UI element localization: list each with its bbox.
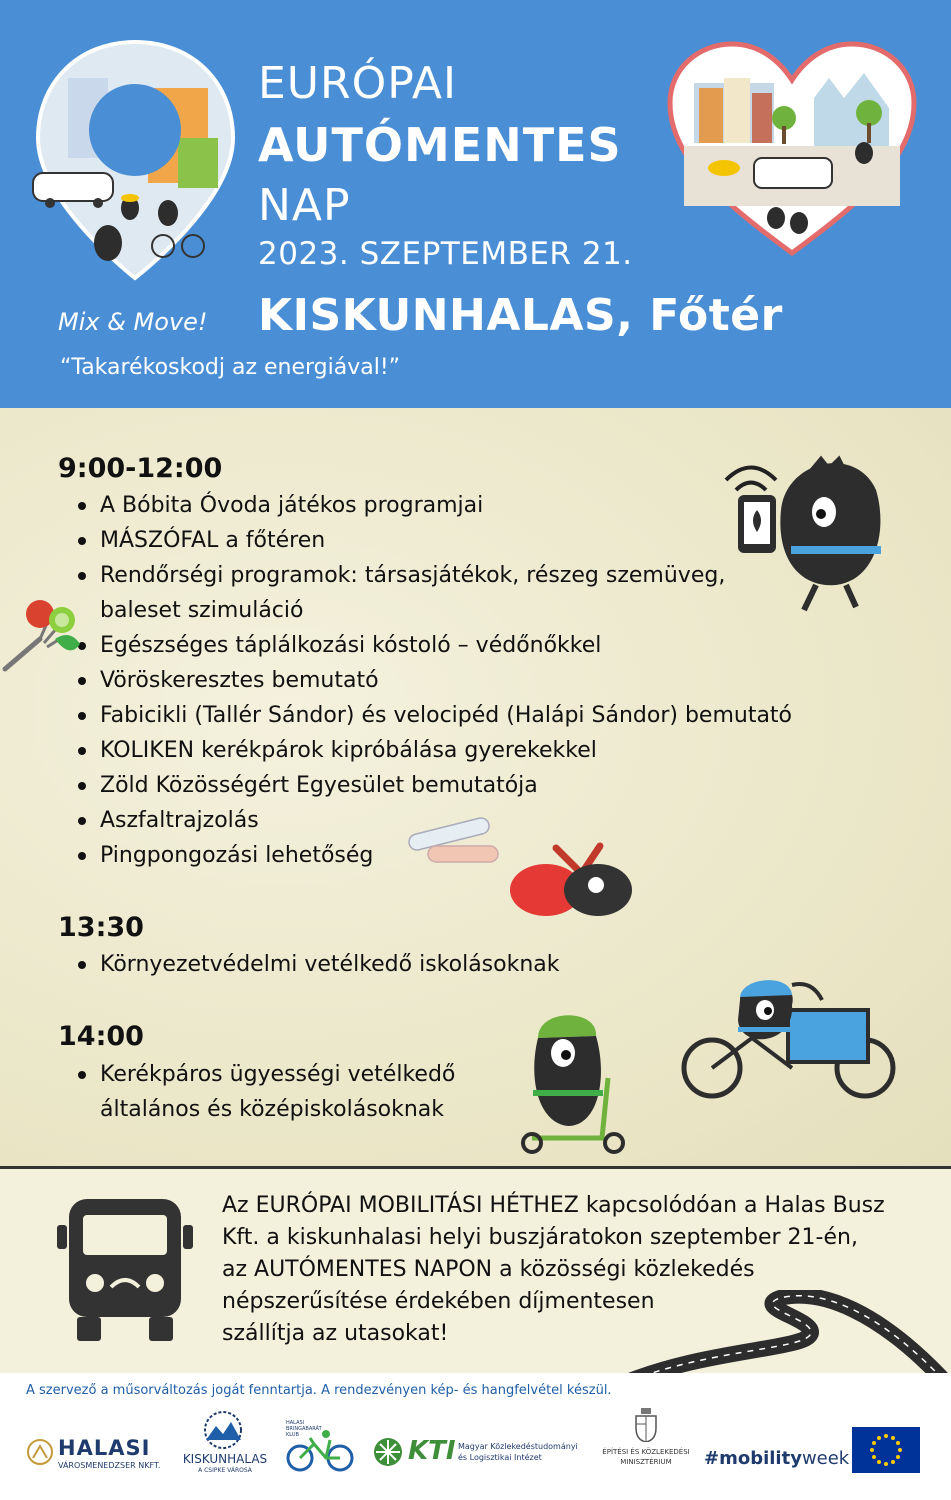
bus-notice-line: Kft. a kiskunhalasi helyi buszjáratokon szeptember 21-én, bbox=[222, 1225, 858, 1250]
list-item: Kerékpáros ügyességi vetélkedő bbox=[78, 1057, 455, 1092]
list-item: KOLIKEN kerékpárok kipróbálása gyerekekkel bbox=[78, 733, 597, 768]
kti-emblem-icon bbox=[372, 1436, 404, 1468]
list-item-continuation: baleset szimuláció bbox=[100, 598, 304, 623]
list-item: Rendőrségi programok: társasjátékok, részeg szemüveg, bbox=[78, 558, 725, 593]
bike-club-logo bbox=[286, 1420, 356, 1475]
kti-logo-subtext-2: és Logisztikai Intézet bbox=[458, 1453, 542, 1462]
ministry-logo bbox=[596, 1408, 696, 1478]
bus-notice-line: az AUTÓMENTES NAPON a közösségi közlekedés bbox=[222, 1257, 755, 1282]
list-item-continuation: általános és középiskolásoknak bbox=[100, 1097, 445, 1122]
mobility-week-suffix: week bbox=[801, 1448, 850, 1469]
list-item: MÁSZÓFAL a főtéren bbox=[78, 523, 325, 558]
kiskunhalas-logo-subtext: A CSIPKE VÁROSA bbox=[198, 1467, 252, 1474]
cargo-bike-character-illustration bbox=[680, 975, 898, 1100]
halasi-logo bbox=[26, 1434, 166, 1476]
list-item: Zöld Közösségért Egyesület bemutatója bbox=[78, 768, 538, 803]
ping-pong-paddles-icon bbox=[508, 838, 634, 920]
kti-logo-subtext-1: Magyar Közlekedéstudományi bbox=[458, 1442, 578, 1451]
ministry-logo-text-2: MINISZTÉRIUM bbox=[620, 1458, 672, 1466]
scooter-character-illustration bbox=[518, 1008, 630, 1158]
title-line-3: NAP bbox=[258, 180, 351, 231]
kti-logo bbox=[372, 1434, 578, 1474]
kti-logo-text: KTI bbox=[408, 1436, 456, 1466]
heart-town-illustration bbox=[664, 38, 920, 258]
time-heading-3: 14:00 bbox=[58, 1021, 144, 1052]
halasi-logo-subtext: VÁROSMENEDZSER NKFT. bbox=[58, 1461, 161, 1470]
kiskunhalas-emblem-icon bbox=[198, 1410, 248, 1450]
list-item: A Bóbita Óvoda játékos programjai bbox=[78, 488, 483, 523]
kiskunhalas-logo bbox=[180, 1410, 270, 1490]
ministry-logo-text-1: ÉPÍTÉSI ÉS KÖZLEKEDÉSI bbox=[602, 1448, 690, 1456]
coat-of-arms-icon bbox=[634, 1408, 658, 1442]
chalk-icon bbox=[404, 812, 500, 870]
list-item: Fabicikli (Tallér Sándor) és velocipéd (Halápi Sándor) bemutató bbox=[78, 698, 792, 733]
title-line-2: AUTÓMENTES bbox=[258, 118, 622, 172]
disclaimer: A szervező a műsorváltozás jogát fenntartja. A rendezvényen kép- és hangfelvétel készül. bbox=[26, 1383, 612, 1398]
phone-character-illustration bbox=[716, 450, 896, 620]
kiskunhalas-logo-text: KISKUNHALAS bbox=[182, 1452, 268, 1466]
bus-notice-line: Az EURÓPAI MOBILITÁSI HÉTHEZ kapcsolódóan a Halas Busz bbox=[222, 1193, 885, 1218]
eu-flag-icon bbox=[852, 1427, 920, 1473]
slogan: Mix & Move! bbox=[58, 308, 208, 336]
title-line-1: EURÓPAI bbox=[258, 58, 458, 109]
halasi-emblem-icon bbox=[26, 1438, 54, 1466]
bus-icon bbox=[55, 1195, 195, 1345]
halasi-logo-text: HALASI bbox=[58, 1436, 151, 1460]
event-location: KISKUNHALAS, Főtér bbox=[258, 290, 783, 341]
motto: “Takarékoskodj az energiával!” bbox=[60, 355, 401, 380]
mobility-week-hashtag: #mobility bbox=[704, 1448, 802, 1469]
mobility-week-logo bbox=[704, 1448, 850, 1474]
bike-club-logo-text: HALASI BRINGABARÁT KLUB bbox=[286, 1420, 322, 1438]
list-item: Pingpongozási lehetőség bbox=[78, 838, 373, 873]
bicycle-icon bbox=[286, 1430, 354, 1472]
bus-notice-line: szállítja az utasokat! bbox=[222, 1321, 449, 1346]
time-heading-2: 13:30 bbox=[58, 912, 144, 943]
time-heading-1: 9:00-12:00 bbox=[58, 453, 223, 484]
list-item: Környezetvédelmi vetélkedő iskolásoknak bbox=[78, 947, 560, 982]
location-pin-illustration bbox=[28, 38, 243, 283]
bus-notice-line: népszerűsítése érdekében díjmentesen bbox=[222, 1289, 655, 1314]
fork-vegetables-icon bbox=[0, 594, 90, 674]
list-item: Vöröskeresztes bemutató bbox=[78, 663, 379, 698]
event-date: 2023. SZEPTEMBER 21. bbox=[258, 236, 633, 272]
list-item: Aszfaltrajzolás bbox=[78, 803, 259, 838]
list-item: Egészséges táplálkozási kóstoló – védőnőkkel bbox=[78, 628, 601, 663]
